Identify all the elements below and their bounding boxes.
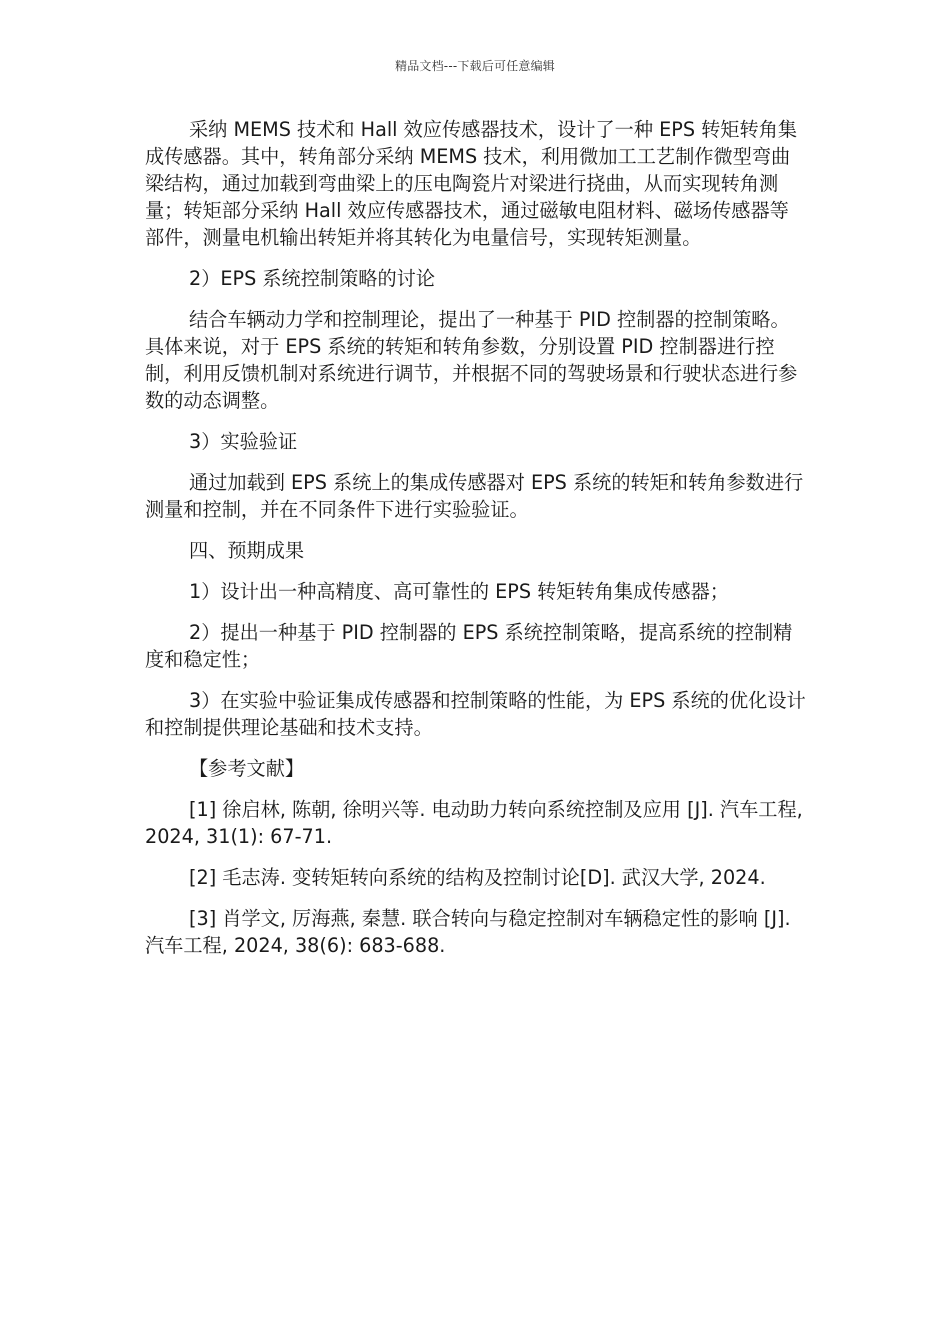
subheading-experiment: 3）实验验证 (189, 430, 298, 453)
document-body (145, 116, 807, 973)
references-heading: 【参考文献】 (189, 757, 305, 780)
reference-2: [2] 毛志涛. 变转矩转向系统的结构及控制讨论[D]. 武汉大学, 2024. (189, 866, 766, 889)
page-header-watermark: 精品文档---下载后可任意编辑 (395, 59, 555, 73)
result-item-1: 1）设计出一种高精度、高可靠性的 EPS 转矩转角集成传感器； (189, 580, 729, 603)
paragraph-experiment: 通过加载到 EPS 系统上的集成传感器对 EPS 系统的转矩和转角参数进行测量和控制，并在不同条件下进行实验验证。 (145, 471, 804, 521)
section-heading-expected-results: 四、预期成果 (189, 539, 305, 562)
reference-3: [3] 肖学文, 厉海燕, 秦慧. 联合转向与稳定控制对车辆稳定性的影响 [J]. 汽车工程, 2024, 38(6): 683-688. (145, 907, 791, 957)
subheading-control-strategy: 2）EPS 系统控制策略的讨论 (189, 267, 436, 290)
result-item-3: 3）在实验中验证集成传感器和控制策略的性能，为 EPS 系统的优化设计和控制提供理论基础和技术支持。 (145, 689, 806, 739)
result-item-2: 2）提出一种基于 PID 控制器的 EPS 系统控制策略，提高系统的控制精度和稳定性； (145, 621, 793, 671)
paragraph-sensor-design: 采纳 MEMS 技术和 Hall 效应传感器技术，设计了一种 EPS 转矩转角集成传感器。其中，转角部分采纳 MEMS 技术，利用微加工工艺制作微型弯曲梁结构，通过加载到弯曲梁上的压电陶瓷片对梁进行挠曲，从而实现转角测量；转矩部分采纳 Hall 效应传感器技术，通过磁敏电阻材料、磁场传感器等部件，测量电机输出转矩并将其转化为电量信号，实现转矩测量。 (145, 118, 798, 249)
reference-1: [1] 徐启林, 陈朝, 徐明兴等. 电动助力转向系统控制及应用 [J]. 汽车工程, 2024, 31(1): 67-71. (145, 798, 803, 848)
paragraph-control-strategy: 结合车辆动力学和控制理论，提出了一种基于 PID 控制器的控制策略。具体来说，对于 EPS 系统的转矩和转角参数，分别设置 PID 控制器进行控制，利用反馈机制对系统进行调节，并根据不同的驾驶场景和行驶状态进行参数的动态调整。 (145, 308, 798, 412)
